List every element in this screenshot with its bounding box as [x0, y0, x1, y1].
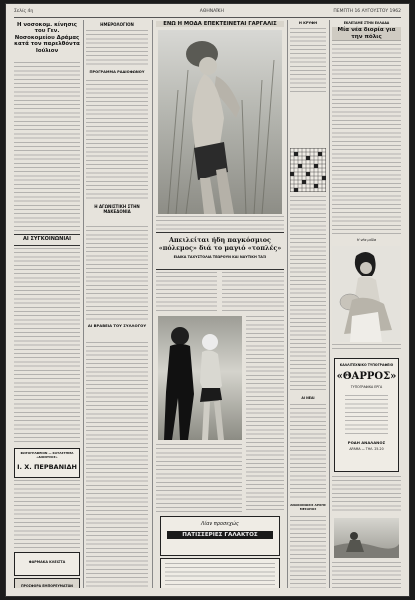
col2-headline-2 — [86, 204, 148, 224]
col5-photo-kicker: Η νέα μόδα — [356, 238, 377, 242]
column-rule — [329, 20, 330, 588]
swimsuit-photo-figure — [158, 30, 282, 214]
col4-text-2 — [290, 196, 326, 392]
folio-page-number: Σελίς 4η — [14, 9, 34, 14]
col2-calendar-head — [86, 22, 148, 30]
col1-headline: Η νοσοκομ. κίνησις του Γεν. Νοσοκομείου Δράμας κατά τον παρελθόντα Ιούλιον — [14, 22, 80, 54]
col1-section-bar — [14, 234, 80, 246]
col5-kicker: ΕΚΛΕΞΑΜΕ ΣΤΗΝ ΕΛΛΑΔΑ — [343, 21, 390, 25]
col2-headline2-text: Η ΑΓΩΝΙΣΤΙΚΗ ΣΤΗΝ ΜΑΚΕΔΟΝΙΑ — [94, 204, 140, 214]
col4-text-1 — [290, 28, 326, 94]
column-2 — [86, 20, 148, 588]
col3-main-headline: Απειλείται ήδη παγκόσμιος «πόλεμος» διά το μαγιό «τοπλές» — [158, 236, 282, 252]
col2-headline-3 — [86, 324, 148, 340]
col3-text-left-mid — [156, 444, 242, 512]
swimsuit-photo — [158, 30, 282, 214]
col1-ad-box-2 — [14, 552, 80, 576]
crossword-grid — [290, 148, 326, 192]
col5-ad-name: «ΘΑΡΡΟΣ» — [336, 371, 397, 382]
col4-section3: ΑΝΑΚΟΙΝΩΣΙΣ ΑΡΧΗΣ ΜΕΣΑΠΟΣ — [290, 503, 326, 511]
col3-patisserie-ad — [160, 516, 280, 556]
col3-main-headline-block — [156, 232, 284, 270]
column-rule — [83, 20, 84, 588]
folio-paper-name: ΑΘΗΝΑΪΚΗ — [199, 9, 224, 14]
col5-ad-line2: ΔΡΑΜΑ — ΤΗΛ. 25-20 — [349, 447, 384, 451]
col1-text-2 — [14, 480, 80, 550]
column-4 — [290, 20, 326, 588]
col3-text-right-top — [222, 272, 284, 312]
column-rule — [287, 20, 288, 588]
col5-ad-sub: ΤΥΠΟΓΡΑΦΙΚΑ ΕΡΓΑ — [350, 385, 383, 389]
col4-text-3 — [290, 404, 326, 500]
col1-article-text — [14, 62, 80, 232]
col4-section2: ΑΙ ΝΕΑΙ — [301, 396, 315, 400]
column-rule — [152, 20, 153, 588]
woman-photo-figure — [332, 246, 401, 342]
couple-photo — [158, 316, 242, 440]
col2-headline3-text: ΑΙ ΒΡΑΒΕΙΑ ΤΟΥ ΣΥΛΛΟΓΟΥ — [87, 324, 147, 328]
col1-ad-name: Ι. Χ. ΠΕΡΒΑΝΙΔΗ — [17, 463, 77, 471]
col1-ad-label: ΦΩΤΟΓΡΑΦΕΙΟΝ — ΚΑΤΑΣΤΗΜΑ «ΔΙΟΝΥΣΟΣ» — [20, 451, 74, 459]
col2-text-3 — [86, 342, 148, 588]
col4-title: Η ΚΡΥΦΗ — [298, 21, 318, 25]
couple-photo-figures — [158, 316, 242, 440]
col1-ad3: ΠΡΟΣΦΟΡΑ ΕΜΠΟΡΕΥΜΑΤΩΝ — [21, 584, 73, 588]
woman-photo — [332, 246, 401, 342]
col3-ad-name: ΠΑΤΙΣΣΕΡΙΕΣ ΓΑΛΑΚΤΟΣ — [167, 531, 273, 539]
col5-text-2 — [332, 476, 401, 514]
column-5 — [332, 20, 401, 588]
folio-date: ΠΕΜΠΤΗ 16 ΑΥΓΟΥΣΤΟΥ 1962 — [333, 9, 401, 14]
col5-printing-ad — [334, 358, 399, 472]
col2-calendar-text — [86, 30, 148, 68]
col5-bottom-photo-scene — [334, 518, 399, 558]
col5-ad-label: ΚΑΛΛΙΤΕΧΝΙΚΟ ΤΥΠΟΓΡΑΦΕΙΟ — [339, 363, 394, 367]
col1-timetable — [14, 248, 80, 444]
newspaper-page — [6, 4, 409, 596]
col2-text-2 — [86, 226, 148, 322]
col2-calendar-title: ΗΜΕΡΟΛΟΓΙΟΝ — [100, 22, 134, 27]
col3-text-right-mid — [246, 316, 284, 512]
col5-ad-foot: ΡΟΔΗ ΑΝΑΛΑΝΟΣ — [347, 440, 386, 445]
col5-text-1 — [332, 40, 401, 236]
column-1 — [14, 20, 80, 588]
col4-crossword — [290, 148, 326, 192]
col5-bottom-photo — [334, 518, 399, 558]
col5-text-3 — [332, 562, 401, 588]
col1-section-title: ΑΙ ΣΥΓΚΟΙΝΩΝΙΑΙ — [23, 236, 71, 242]
col3-photo-caption-text — [156, 216, 284, 230]
col3-subhead: ΕΙΔΙΚΑ ΤΑΧΥΣΤΟΛΙΑ ΤΕΩΡΟΥΝ ΚΑΙ ΝΑΥΤΙΚΗ ΤΑΞΙ — [173, 255, 267, 259]
col2-radio-program — [86, 80, 148, 200]
col1-ad2: ΦΑΡΜΑΚΑ ΚΛΕΙΣΤΑ — [28, 560, 66, 564]
col4-text-4 — [290, 516, 326, 588]
col2-radio-title: ΠΡΟΓΡΑΜΜΑ ΡΑΔΙΟΦΩΝΟΥ — [89, 70, 145, 74]
page-folio — [14, 7, 401, 18]
col3-ad-top: Λίαν προσεχώς — [201, 521, 239, 527]
col5-photo-caption — [332, 344, 401, 352]
col3-top-headline: ΕΝΩ Η ΜΟΔΑ ΕΠΕΚΤΕΙΝΕΤΑΙ ΓΑΡΓΑΛΙΣ — [156, 21, 284, 27]
col3-text-left-top — [156, 272, 217, 312]
col1-photo-ad — [14, 448, 80, 478]
col2-radio-head — [86, 70, 148, 78]
column-3 — [156, 20, 284, 588]
col3-ad-2 — [160, 558, 280, 588]
col5-headline: Μία νέα διορία για την πόλις — [332, 27, 401, 41]
col1-ad-box-3 — [14, 578, 80, 588]
